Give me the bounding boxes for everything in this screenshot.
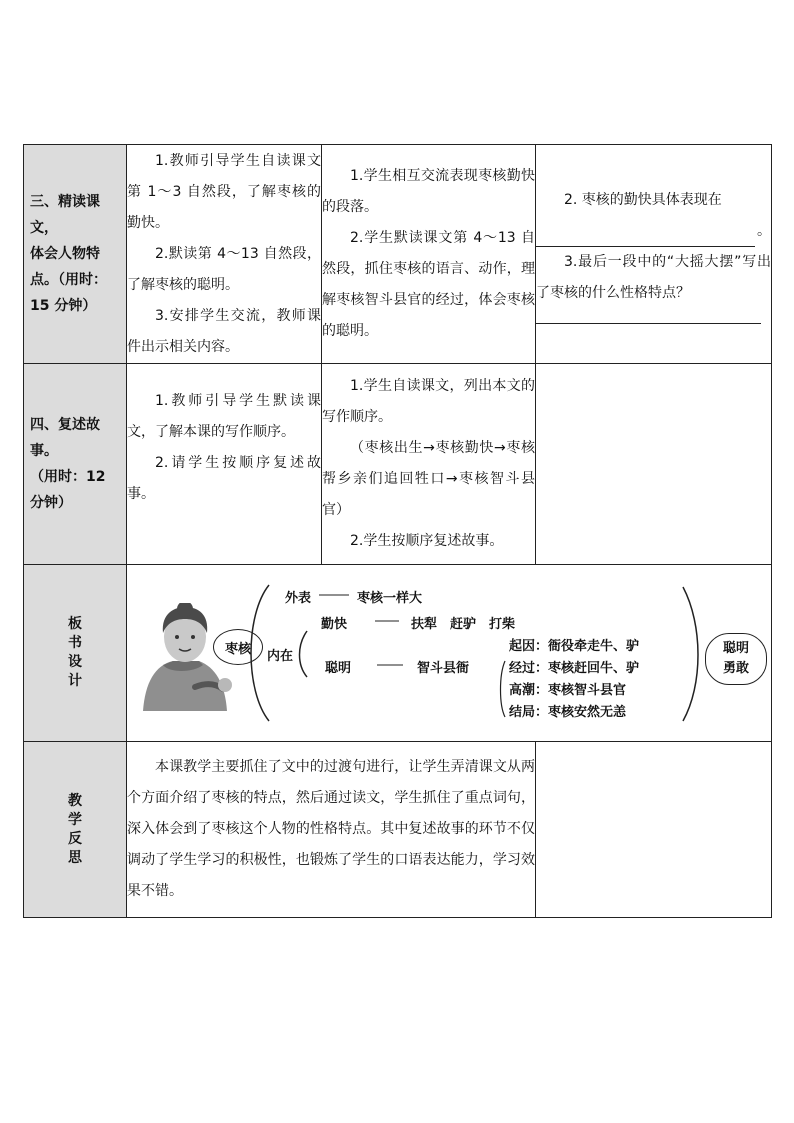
board-label-char: 板 [68,616,82,632]
student-activity-cell [322,145,536,364]
reflection-row [24,742,772,918]
board-qinkuai: 勤快 [321,617,348,632]
board-design-row [24,565,772,742]
section-label-line: （用时：12 [30,469,106,485]
section-label-line: 点。（用时： [30,272,107,288]
board-congming: 聪明 [325,661,352,676]
section-row-3 [24,145,772,364]
notes-cell [536,145,772,364]
teacher-step: 1.教师引导学生自读课文第 1～3 自然段，了解枣核的勤快。 [127,152,321,231]
board-label-char: 设 [68,654,82,670]
section-label-line: 分钟） [30,495,72,511]
answer-blank-row [536,216,771,247]
teacher-step: 1.教师引导学生默读课文，了解本课的写作顺序。 [127,393,321,440]
section-label-line: 15 分钟） [30,298,97,314]
board-label-cell [24,565,127,742]
answer-blank-1[interactable] [536,232,755,247]
board-waibiao: 外表 [285,591,312,606]
reflection-label-char: 教 [68,792,82,809]
reflection-label-cell [24,742,127,918]
board-design-cell [127,565,772,742]
cloud-bubble [705,633,767,685]
teacher-step: 2.默读第 4～13 自然段，了解枣核的聪明。 [127,245,321,293]
board-label-char: 计 [68,673,82,689]
section-label-line: 四、复述故事。 [30,417,100,459]
answer-blank-2[interactable] [536,309,761,324]
section-row-4 [24,364,772,565]
reflection-label-char: 思 [68,849,82,866]
board-waibiao-text: 枣核一样大 [357,591,423,606]
question-1: 2. 枣核的勤快具体表现在 [564,191,722,208]
board-qiyin: 起因：衙役牵走牛、驴 [509,639,640,654]
student-step: 1.学生相互交流表现枣核勤快的段落。 [322,168,535,215]
reflection-label-char: 学 [68,811,82,828]
notes-cell-empty [536,364,772,565]
section-label-line: 三、精读课文， [30,194,100,236]
section-label-cell [24,145,127,364]
board-gaochao: 高潮：枣核智斗县官 [509,683,627,698]
lesson-plan-table [23,144,772,918]
board-jieju: 结局：枣核安然无恙 [509,705,627,720]
section-label-line: 体会人物特 [30,246,100,262]
board-label-char: 书 [68,635,82,651]
reflection-text-cell [127,742,536,918]
reflection-label-char: 反 [68,830,82,847]
question-2: 3.最后一段中的“大摇大摆”写出了枣核的什么性格特点？ [536,253,771,301]
reflection-empty-cell [536,742,772,918]
reflection-text: 本课教学主要抓住了文中的过渡句进行，让学生弄清课文从两个方面介绍了枣核的特点，然后通过读文，学生抓住了重点词句，深入体会到了枣核这个人物的性格特点。其中复述故事的环节不仅调动了学生学习的积极性，也锻炼了学生的口语表达能力，学习效果不错。 [127,759,535,899]
center-label: 枣核 [224,641,251,657]
board-jingguo: 经过：枣核赶回牛、驴 [509,661,640,676]
board-neizai: 内在 [267,649,294,664]
board-congming-text: 智斗县衙 [417,661,470,676]
cloud-text: 勇敢 [722,661,749,676]
student-activity-cell [322,364,536,565]
board-qinkuai-items: 扶犁 赶驴 打柴 [411,617,516,632]
student-step: 1.学生自读课文，列出本文的写作顺序。 [322,378,535,425]
section-label-cell [24,364,127,565]
question-1-end: 。 [757,222,771,239]
teacher-step: 3.安排学生交流，教师课件出示相关内容。 [127,307,321,355]
board-diagram [127,565,771,741]
student-step: 2.学生按顺序复述故事。 [350,533,504,549]
teacher-activity-cell [127,364,322,565]
bracket-lines [127,565,771,741]
cloud-text: 聪明 [722,641,749,656]
teacher-activity-cell [127,145,322,364]
student-step: 2.学生默读课文第 4～13 自然段，抓住枣核的语言、动作，理解枣核智斗县官的经过，体会枣核的聪明。 [322,230,535,339]
student-step: （枣核出生→枣核勤快→枣核帮乡亲们追回牲口→枣核智斗县官） [322,440,535,518]
teacher-step: 2.请学生按顺序复述故事。 [127,455,321,502]
answer-blank-row [536,309,771,324]
